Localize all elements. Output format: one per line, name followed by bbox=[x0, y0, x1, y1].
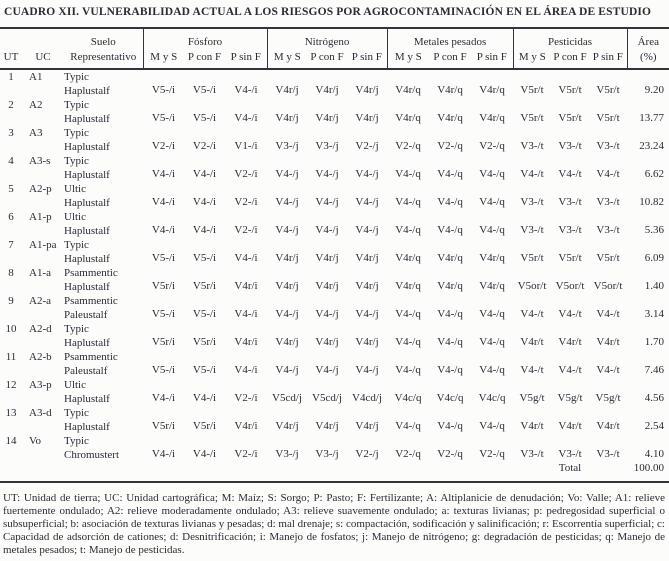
area-cell: 1.40 bbox=[644, 279, 665, 292]
ut-cell: 9 bbox=[8, 295, 14, 307]
uc-cell: A3 bbox=[29, 127, 43, 139]
pesticidas-psinf-cell: V4r/t bbox=[596, 335, 620, 348]
area-cell: 6.62 bbox=[644, 167, 665, 180]
soil-cell: Ultic Haplustalf bbox=[64, 379, 110, 405]
fosforo-psinf-cell: V4-/i bbox=[234, 111, 258, 124]
pesticidas-psinf-cell: V4-/t bbox=[596, 363, 620, 376]
area-cell: 5.36 bbox=[644, 223, 665, 236]
pesticidas-pconf-cell: V5r/t bbox=[558, 111, 582, 124]
pesticidas-mys-cell: V5r/t bbox=[520, 251, 544, 264]
pesticidas-psinf-cell: V5r/t bbox=[596, 111, 620, 124]
metales-pconf-cell: V2-/q bbox=[437, 139, 463, 152]
total-value: 100.00 bbox=[627, 462, 669, 482]
pesticidas-pconf-cell: V3-/t bbox=[558, 223, 582, 236]
header-spacer-ut bbox=[0, 28, 22, 49]
metales-psinf-cell: V2-/q bbox=[479, 139, 505, 152]
table-row bbox=[0, 434, 669, 462]
table-row bbox=[0, 98, 669, 126]
metales-psinf-cell: V4r/q bbox=[479, 279, 505, 292]
metales-psinf-cell: V4r/q bbox=[479, 251, 505, 264]
nitrogeno-mys-cell: V4r/j bbox=[275, 279, 299, 292]
fosforo-pconf-cell: V5-/i bbox=[192, 251, 217, 264]
soil-cell: Typic Haplustalf bbox=[64, 323, 110, 349]
fosforo-pconf-cell: V4-/i bbox=[192, 223, 217, 236]
fosforo-psinf-cell: V2-/i bbox=[234, 195, 258, 208]
nitrogeno-pconf-cell: V5cd/j bbox=[312, 391, 342, 404]
ut-cell: 11 bbox=[5, 351, 17, 363]
nitrogeno-pconf-cell: V4-/j bbox=[315, 223, 339, 236]
uc-cell: A2 bbox=[29, 99, 43, 111]
soil-cell: Psammentic Paleustalf bbox=[64, 351, 118, 377]
header-area-line1: Área bbox=[627, 28, 669, 49]
pesticidas-mys-cell: V4-/t bbox=[520, 363, 544, 376]
metales-psinf-cell: V4-/q bbox=[479, 223, 505, 236]
area-cell: 7.46 bbox=[644, 363, 665, 376]
nitrogeno-pconf-cell: V4r/j bbox=[315, 419, 339, 432]
ut-cell: 1 bbox=[8, 71, 14, 83]
header-group-row bbox=[0, 28, 669, 49]
soil-cell: Psammentic Haplustalf bbox=[64, 267, 118, 293]
soil-cell: Typic Chromustert bbox=[64, 435, 119, 461]
metales-pconf-cell: V4r/q bbox=[437, 111, 463, 124]
header-metales-psinf: P sin F bbox=[471, 49, 513, 69]
fosforo-pconf-cell: V5-/i bbox=[192, 363, 217, 376]
metales-mys-cell: V4r/q bbox=[395, 111, 421, 124]
header-metales-mys: M y S bbox=[387, 49, 429, 69]
table-body bbox=[0, 69, 669, 462]
pesticidas-mys-cell: V3-/t bbox=[520, 223, 544, 236]
fosforo-pconf-cell: V4-/i bbox=[192, 195, 217, 208]
pesticidas-mys-cell: V5or/t bbox=[517, 279, 547, 292]
nitrogeno-pconf-cell: V4r/j bbox=[315, 279, 339, 292]
fosforo-psinf-cell: V4r/i bbox=[234, 419, 258, 432]
total-gap bbox=[589, 462, 627, 482]
table-row bbox=[0, 210, 669, 238]
metales-mys-cell: V4-/q bbox=[395, 363, 421, 376]
pesticidas-mys-cell: V3-/t bbox=[520, 447, 544, 460]
fosforo-mys-cell: V5-/i bbox=[151, 111, 176, 124]
nitrogeno-psinf-cell: V4-/j bbox=[355, 363, 379, 376]
soil-cell: Ultic Haplustalf bbox=[64, 211, 110, 237]
metales-mys-cell: V4r/q bbox=[395, 279, 421, 292]
ut-cell: 2 bbox=[8, 99, 14, 111]
pesticidas-mys-cell: V5r/t bbox=[520, 111, 544, 124]
header-group-pesticidas: Pesticidas bbox=[513, 28, 627, 49]
pesticidas-psinf-cell: V3-/t bbox=[596, 447, 620, 460]
uc-cell: A3-p bbox=[29, 379, 52, 391]
table-row bbox=[0, 322, 669, 350]
header-area-line2: (%) bbox=[627, 49, 669, 69]
metales-mys-cell: V4r/q bbox=[395, 251, 421, 264]
fosforo-mys-cell: V4-/i bbox=[151, 391, 176, 404]
ut-cell: 10 bbox=[5, 323, 17, 335]
metales-pconf-cell: V4-/q bbox=[437, 419, 463, 432]
metales-mys-cell: V4-/q bbox=[395, 195, 421, 208]
area-cell: 1.70 bbox=[644, 335, 665, 348]
nitrogeno-mys-cell: V4r/j bbox=[275, 83, 299, 96]
table-footer bbox=[0, 462, 669, 482]
metales-pconf-cell: V4c/q bbox=[436, 391, 464, 404]
uc-cell: A3-s bbox=[29, 155, 51, 167]
nitrogeno-mys-cell: V4r/j bbox=[275, 251, 299, 264]
area-cell: 4.10 bbox=[644, 447, 665, 460]
uc-cell: A1-a bbox=[29, 267, 51, 279]
fosforo-mys-cell: V5-/i bbox=[151, 251, 176, 264]
nitrogeno-mys-cell: V4r/j bbox=[275, 111, 299, 124]
metales-mys-cell: V2-/q bbox=[395, 447, 421, 460]
area-cell: 23.24 bbox=[639, 139, 665, 152]
pesticidas-mys-cell: V5r/t bbox=[520, 83, 544, 96]
header-fosforo-pconf: P con F bbox=[184, 49, 225, 69]
fosforo-mys-cell: V5-/i bbox=[151, 83, 176, 96]
fosforo-psinf-cell: V2-/i bbox=[234, 167, 258, 180]
fosforo-psinf-cell: V4-/i bbox=[234, 83, 258, 96]
uc-cell: Vo bbox=[29, 435, 42, 447]
nitrogeno-psinf-cell: V4r/j bbox=[355, 335, 379, 348]
total-label: Total bbox=[551, 462, 589, 482]
metales-pconf-cell: V4-/q bbox=[437, 307, 463, 320]
pesticidas-pconf-cell: V5or/t bbox=[555, 279, 585, 292]
uc-cell: A1-p bbox=[29, 211, 52, 223]
pesticidas-mys-cell: V4-/t bbox=[520, 167, 544, 180]
header-nitrogeno-mys: M y S bbox=[267, 49, 307, 69]
ut-cell: 8 bbox=[8, 267, 14, 279]
nitrogeno-mys-cell: V4r/j bbox=[275, 419, 299, 432]
header-metales-pconf: P con F bbox=[429, 49, 471, 69]
metales-psinf-cell: V2-/q bbox=[479, 447, 505, 460]
pesticidas-mys-cell: V3-/t bbox=[520, 139, 544, 152]
pesticidas-pconf-cell: V5r/t bbox=[558, 251, 582, 264]
soil-cell: Typic Haplustalf bbox=[64, 71, 110, 97]
nitrogeno-pconf-cell: V4-/j bbox=[315, 363, 339, 376]
soil-cell: Typic Haplustalf bbox=[64, 99, 110, 125]
header-group-nitrogeno: Nitrógeno bbox=[267, 28, 387, 49]
uc-cell: A2-p bbox=[29, 183, 52, 195]
nitrogeno-pconf-cell: V4r/j bbox=[315, 111, 339, 124]
fosforo-pconf-cell: V2-/i bbox=[192, 139, 217, 152]
pesticidas-pconf-cell: V3-/t bbox=[558, 139, 582, 152]
nitrogeno-mys-cell: V4-/j bbox=[275, 363, 299, 376]
pesticidas-pconf-cell: V4-/t bbox=[558, 363, 582, 376]
header-spacer-uc bbox=[22, 28, 64, 49]
fosforo-psinf-cell: V4r/i bbox=[234, 279, 258, 292]
ut-cell: 13 bbox=[5, 407, 17, 419]
metales-mys-cell: V4r/q bbox=[395, 83, 421, 96]
nitrogeno-pconf-cell: V4-/j bbox=[315, 307, 339, 320]
metales-pconf-cell: V4r/q bbox=[437, 83, 463, 96]
ut-cell: 14 bbox=[5, 435, 17, 447]
total-row bbox=[0, 462, 669, 482]
pesticidas-psinf-cell: V3-/t bbox=[596, 195, 620, 208]
uc-cell: A2-a bbox=[29, 295, 51, 307]
pesticidas-psinf-cell: V5g/t bbox=[595, 391, 621, 404]
table-header bbox=[0, 28, 669, 69]
soil-cell: Typic Haplustalf bbox=[64, 127, 110, 153]
fosforo-mys-cell: V4-/i bbox=[151, 195, 176, 208]
ut-cell: 12 bbox=[5, 379, 17, 391]
fosforo-pconf-cell: V4-/i bbox=[192, 167, 217, 180]
metales-mys-cell: V4-/q bbox=[395, 419, 421, 432]
nitrogeno-pconf-cell: V4-/j bbox=[315, 167, 339, 180]
pesticidas-psinf-cell: V5r/t bbox=[596, 83, 620, 96]
uc-cell: A2-b bbox=[29, 351, 52, 363]
nitrogeno-mys-cell: V4r/j bbox=[275, 335, 299, 348]
pesticidas-psinf-cell: V4-/t bbox=[596, 307, 620, 320]
table-title: CUADRO XII. VULNERABILIDAD ACTUAL A LOS RIESGOS POR AGROCONTAMINACIÓN EN EL ÁREA DE ESTUDIO bbox=[4, 6, 652, 18]
pesticidas-psinf-cell: V4r/t bbox=[596, 419, 620, 432]
fosforo-psinf-cell: V4-/i bbox=[234, 307, 258, 320]
header-pesticidas-mys: M y S bbox=[513, 49, 551, 69]
metales-psinf-cell: V4c/q bbox=[478, 391, 506, 404]
header-pesticidas-psinf: P sin F bbox=[589, 49, 627, 69]
nitrogeno-mys-cell: V3-/j bbox=[275, 447, 299, 460]
soil-cell: Ultic Haplustalf bbox=[64, 183, 110, 209]
header-group-metales-pesados: Metales pesados bbox=[387, 28, 513, 49]
uc-cell: A3-d bbox=[29, 407, 52, 419]
nitrogeno-mys-cell: V4-/j bbox=[275, 307, 299, 320]
fosforo-mys-cell: V2-/i bbox=[151, 139, 176, 152]
area-cell: 3.14 bbox=[644, 307, 665, 320]
nitrogeno-psinf-cell: V4-/j bbox=[355, 167, 379, 180]
pesticidas-mys-cell: V5g/t bbox=[519, 391, 545, 404]
soil-cell: Typic Haplustalf bbox=[64, 155, 110, 181]
pesticidas-psinf-cell: V5r/t bbox=[596, 251, 620, 264]
fosforo-mys-cell: V5r/i bbox=[151, 279, 176, 292]
fosforo-pconf-cell: V4-/i bbox=[192, 391, 217, 404]
fosforo-pconf-cell: V5r/i bbox=[192, 279, 217, 292]
header-group-fosforo: Fósforo bbox=[143, 28, 267, 49]
metales-psinf-cell: V4-/q bbox=[479, 167, 505, 180]
uc-cell: A1 bbox=[29, 71, 43, 83]
nitrogeno-pconf-cell: V3-/j bbox=[315, 139, 339, 152]
table-row bbox=[0, 126, 669, 154]
nitrogeno-psinf-cell: V4r/j bbox=[355, 83, 379, 96]
metales-pconf-cell: V4-/q bbox=[437, 223, 463, 236]
ut-cell: 4 bbox=[8, 155, 14, 167]
table-row bbox=[0, 294, 669, 322]
nitrogeno-pconf-cell: V4r/j bbox=[315, 83, 339, 96]
metales-psinf-cell: V4r/q bbox=[479, 111, 505, 124]
fosforo-psinf-cell: V2-/i bbox=[234, 223, 258, 236]
header-suelo-line2: Representativo bbox=[64, 49, 143, 69]
pesticidas-psinf-cell: V3-/t bbox=[596, 223, 620, 236]
fosforo-psinf-cell: V1-/i bbox=[234, 139, 258, 152]
header-fosforo-mys: M y S bbox=[143, 49, 184, 69]
area-cell: 4.56 bbox=[644, 391, 665, 404]
nitrogeno-pconf-cell: V3-/j bbox=[315, 447, 339, 460]
pesticidas-pconf-cell: V5g/t bbox=[557, 391, 583, 404]
fosforo-mys-cell: V4-/i bbox=[151, 223, 176, 236]
pesticidas-pconf-cell: V5r/t bbox=[558, 83, 582, 96]
metales-psinf-cell: V4-/q bbox=[479, 195, 505, 208]
table-row bbox=[0, 266, 669, 294]
pesticidas-mys-cell: V4r/t bbox=[520, 419, 544, 432]
nitrogeno-psinf-cell: V4-/j bbox=[355, 195, 379, 208]
fosforo-mys-cell: V5-/i bbox=[151, 307, 176, 320]
fosforo-pconf-cell: V5-/i bbox=[192, 111, 217, 124]
pesticidas-mys-cell: V3-/t bbox=[520, 195, 544, 208]
fosforo-pconf-cell: V5r/i bbox=[192, 335, 217, 348]
area-cell: 10.82 bbox=[639, 195, 665, 208]
metales-psinf-cell: V4-/q bbox=[479, 363, 505, 376]
area-cell: 2.54 bbox=[644, 419, 665, 432]
metales-mys-cell: V2-/q bbox=[395, 139, 421, 152]
nitrogeno-pconf-cell: V4-/j bbox=[315, 195, 339, 208]
nitrogeno-pconf-cell: V4r/j bbox=[315, 335, 339, 348]
metales-mys-cell: V4-/q bbox=[395, 167, 421, 180]
nitrogeno-mys-cell: V3-/j bbox=[275, 139, 299, 152]
header-pesticidas-pconf: P con F bbox=[551, 49, 589, 69]
table-row bbox=[0, 182, 669, 210]
nitrogeno-mys-cell: V4-/j bbox=[275, 195, 299, 208]
scanned-paper-page bbox=[0, 5, 669, 561]
fosforo-pconf-cell: V5-/i bbox=[192, 307, 217, 320]
table-footnote: UT: Unidad de tierra; UC: Unidad cartográfica; M: Maíz; S: Sorgo; P: Pasto; F: Fertilizante; A: Altiplanicie de denudación; Vo: Valle; A1: relieve fuertemente ondulado; A2: relieve moderadamente ondulado; A3: relieve suavemente ondulado; a: texturas livianas; p: pedregosidad superficial o subsuperficial; b: asociación de texturas livianas y pesadas; d: mal drenaje; s: compactación, sodificación y salinificación; r: Escorrentía superficial; c: Capacidad de adsorción de cationes; d: Desnitrificación; i: Manejo de fosfatos; j: Manejo de nitrógeno; g: degradación de pesticidas; q: Manejo de metales pesados; t: Manejo de pesticidas. bbox=[3, 492, 665, 556]
table-row bbox=[0, 350, 669, 378]
metales-pconf-cell: V2-/q bbox=[437, 447, 463, 460]
fosforo-pconf-cell: V4-/i bbox=[192, 447, 217, 460]
area-cell: 6.09 bbox=[644, 251, 665, 264]
soil-cell: Typic Haplustalf bbox=[64, 407, 110, 433]
metales-mys-cell: V4-/q bbox=[395, 223, 421, 236]
fosforo-psinf-cell: V4-/i bbox=[234, 363, 258, 376]
fosforo-pconf-cell: V5r/i bbox=[192, 419, 217, 432]
metales-psinf-cell: V4-/q bbox=[479, 335, 505, 348]
uc-cell: A1-pa bbox=[29, 239, 57, 251]
nitrogeno-mys-cell: V4-/j bbox=[275, 167, 299, 180]
nitrogeno-psinf-cell: V4r/j bbox=[355, 419, 379, 432]
metales-pconf-cell: V4-/q bbox=[437, 335, 463, 348]
pesticidas-psinf-cell: V5or/t bbox=[593, 279, 623, 292]
fosforo-mys-cell: V5r/i bbox=[151, 419, 176, 432]
metales-mys-cell: V4-/q bbox=[395, 307, 421, 320]
metales-psinf-cell: V4-/q bbox=[479, 307, 505, 320]
table-row bbox=[0, 154, 669, 182]
header-nitrogeno-pconf: P con F bbox=[307, 49, 347, 69]
fosforo-pconf-cell: V5-/i bbox=[192, 83, 217, 96]
vulnerability-table bbox=[0, 27, 669, 483]
pesticidas-mys-cell: V4-/t bbox=[520, 307, 544, 320]
fosforo-psinf-cell: V4r/i bbox=[234, 335, 258, 348]
nitrogeno-psinf-cell: V4r/j bbox=[355, 251, 379, 264]
metales-psinf-cell: V4r/q bbox=[479, 83, 505, 96]
pesticidas-pconf-cell: V4r/t bbox=[558, 419, 582, 432]
total-spacer bbox=[0, 462, 551, 482]
nitrogeno-pconf-cell: V4r/j bbox=[315, 251, 339, 264]
fosforo-psinf-cell: V4-/i bbox=[234, 251, 258, 264]
metales-pconf-cell: V4-/q bbox=[437, 195, 463, 208]
pesticidas-pconf-cell: V4-/t bbox=[558, 167, 582, 180]
nitrogeno-psinf-cell: V2-/j bbox=[355, 447, 379, 460]
fosforo-mys-cell: V4-/i bbox=[151, 167, 176, 180]
soil-cell: Typic Haplustalf bbox=[64, 239, 110, 265]
metales-psinf-cell: V4-/q bbox=[479, 419, 505, 432]
metales-mys-cell: V4c/q bbox=[394, 391, 422, 404]
pesticidas-mys-cell: V4r/t bbox=[520, 335, 544, 348]
table-row bbox=[0, 406, 669, 434]
header-uc: UC bbox=[22, 49, 64, 69]
metales-pconf-cell: V4-/q bbox=[437, 167, 463, 180]
uc-cell: A2-d bbox=[29, 323, 52, 335]
nitrogeno-psinf-cell: V4r/j bbox=[355, 111, 379, 124]
header-sub-row bbox=[0, 49, 669, 69]
metales-mys-cell: V4-/q bbox=[395, 335, 421, 348]
nitrogeno-psinf-cell: V4r/j bbox=[355, 279, 379, 292]
header-nitrogeno-psinf: P sin F bbox=[347, 49, 387, 69]
pesticidas-psinf-cell: V3-/t bbox=[596, 139, 620, 152]
metales-pconf-cell: V4r/q bbox=[437, 279, 463, 292]
header-suelo-line1: Suelo bbox=[90, 36, 116, 48]
pesticidas-psinf-cell: V4-/t bbox=[596, 167, 620, 180]
fosforo-mys-cell: V5r/i bbox=[151, 335, 176, 348]
metales-pconf-cell: V4r/q bbox=[437, 251, 463, 264]
ut-cell: 7 bbox=[8, 239, 14, 251]
nitrogeno-psinf-cell: V4-/j bbox=[355, 307, 379, 320]
header-ut: UT bbox=[0, 49, 22, 69]
nitrogeno-psinf-cell: V4cd/j bbox=[352, 391, 382, 404]
fosforo-psinf-cell: V2-/i bbox=[234, 447, 258, 460]
fosforo-mys-cell: V4-/i bbox=[151, 447, 176, 460]
table-row bbox=[0, 378, 669, 406]
nitrogeno-psinf-cell: V4-/j bbox=[355, 223, 379, 236]
table-row bbox=[0, 69, 669, 98]
fosforo-psinf-cell: V2-/i bbox=[234, 391, 258, 404]
header-fosforo-psinf: P sin F bbox=[225, 49, 267, 69]
ut-cell: 3 bbox=[8, 127, 14, 139]
pesticidas-pconf-cell: V4r/t bbox=[558, 335, 582, 348]
fosforo-mys-cell: V5-/i bbox=[151, 363, 176, 376]
nitrogeno-mys-cell: V4-/j bbox=[275, 223, 299, 236]
nitrogeno-psinf-cell: V2-/j bbox=[355, 139, 379, 152]
pesticidas-pconf-cell: V3-/t bbox=[558, 195, 582, 208]
pesticidas-pconf-cell: V4-/t bbox=[558, 307, 582, 320]
area-cell: 13.77 bbox=[639, 111, 665, 124]
ut-cell: 6 bbox=[8, 211, 14, 223]
nitrogeno-mys-cell: V5cd/j bbox=[272, 391, 302, 404]
metales-pconf-cell: V4-/q bbox=[437, 363, 463, 376]
ut-cell: 5 bbox=[8, 183, 14, 195]
table-row bbox=[0, 238, 669, 266]
area-cell: 9.20 bbox=[644, 83, 665, 96]
soil-cell: Psammentic Paleustalf bbox=[64, 295, 118, 321]
pesticidas-pconf-cell: V3-/t bbox=[558, 447, 582, 460]
